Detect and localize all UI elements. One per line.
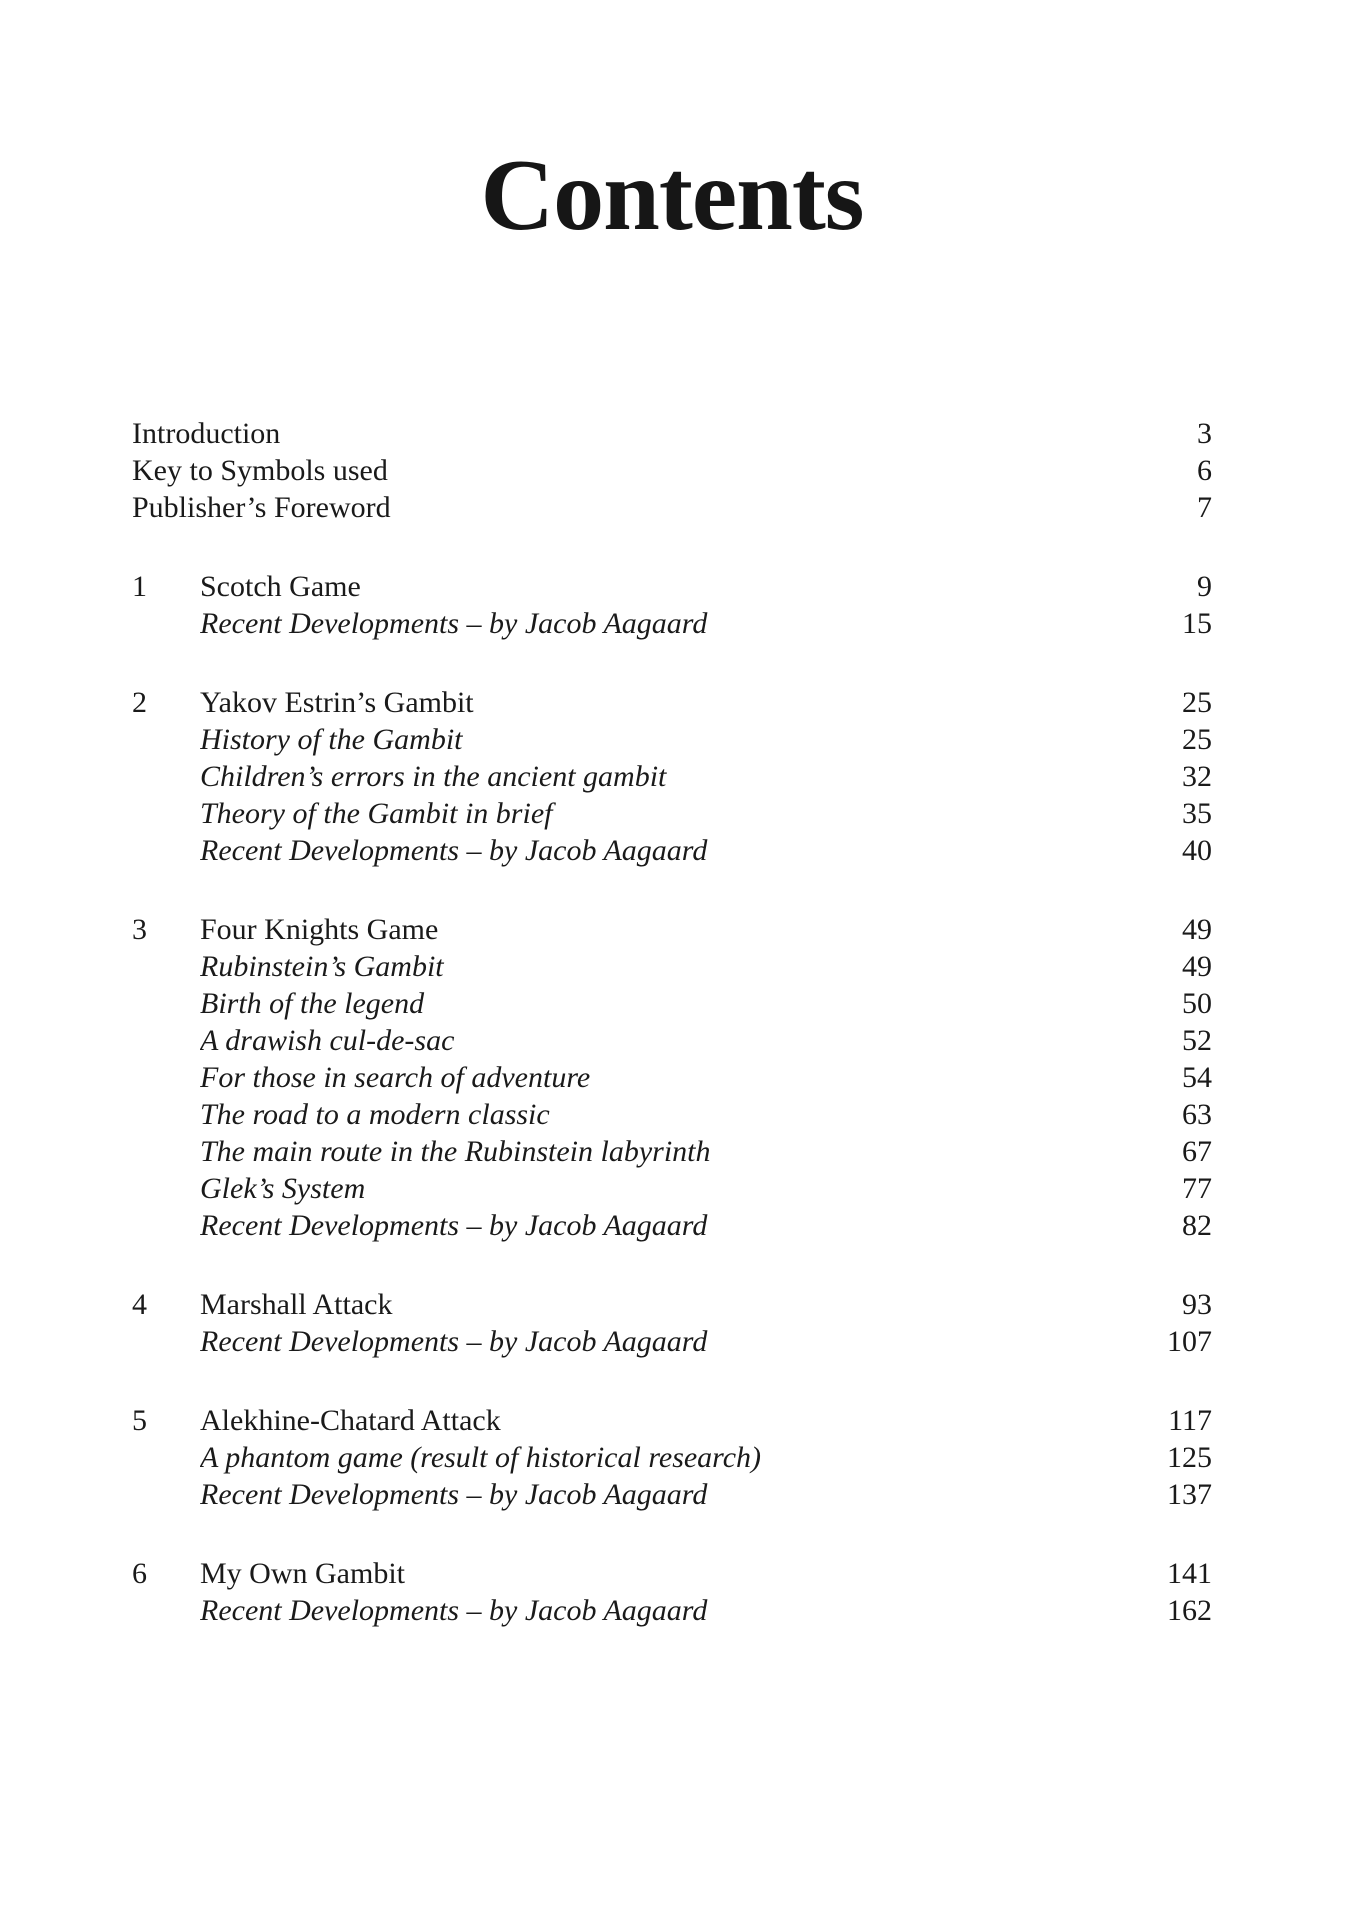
chapter-block: [132, 911, 1212, 1244]
entry-label: Glek’s System: [200, 1172, 366, 1205]
section-entry: [132, 795, 1212, 832]
entry-label: A drawish cul-de-sac: [200, 1024, 455, 1057]
entry-label: Birth of the legend: [200, 987, 425, 1020]
entry-page-number: 7: [1197, 491, 1212, 524]
entry-label: Yakov Estrin’s Gambit: [200, 686, 474, 719]
chapter-number: 4: [132, 1288, 147, 1321]
entry-page-number: 50: [1182, 987, 1212, 1020]
chapter-block: [132, 1402, 1212, 1513]
entry-label: History of the Gambit: [200, 723, 463, 756]
entry-label: For those in search of adventure: [200, 1061, 591, 1094]
chapter-entry: [132, 568, 1212, 605]
section-entry: [132, 832, 1212, 869]
entry-label: The main route in the Rubinstein labyrinth: [200, 1135, 711, 1168]
chapter-number: 6: [132, 1557, 147, 1590]
chapter-block: [132, 1555, 1212, 1629]
entry-label: Theory of the Gambit in brief: [200, 797, 553, 830]
entry-label: Recent Developments – by Jacob Aagaard: [200, 1594, 708, 1627]
entry-label: The road to a modern classic: [200, 1098, 550, 1131]
entry-page-number: 25: [1182, 686, 1212, 719]
entry-page-number: 9: [1197, 570, 1212, 603]
section-entry: [132, 605, 1212, 642]
entry-page-number: 49: [1182, 950, 1212, 983]
page-title: Contents: [480, 139, 864, 252]
section-entry: [132, 1170, 1212, 1207]
chapter-block: [132, 1286, 1212, 1360]
chapter-number: 5: [132, 1404, 147, 1437]
entry-page-number: 32: [1182, 760, 1212, 793]
chapter-entry: [132, 1286, 1212, 1323]
table-of-contents: [132, 415, 1212, 1629]
entry-page-number: 3: [1197, 417, 1212, 450]
entry-page-number: 25: [1182, 723, 1212, 756]
section-entry: [132, 1476, 1212, 1513]
entry-page-number: 117: [1168, 1404, 1212, 1437]
section-entry: [132, 1323, 1212, 1360]
chapter-block: [132, 568, 1212, 642]
entry-page-number: 15: [1182, 607, 1212, 640]
chapter-number: 1: [132, 570, 147, 603]
entry-page-number: 125: [1167, 1441, 1212, 1474]
entry-label: Recent Developments – by Jacob Aagaard: [200, 607, 708, 640]
chapter-number: 3: [132, 913, 147, 946]
entry-label: Marshall Attack: [200, 1288, 393, 1321]
chapter-block: [132, 684, 1212, 869]
entry-page-number: 141: [1167, 1557, 1212, 1590]
section-entry: [132, 1133, 1212, 1170]
section-entry: [132, 1096, 1212, 1133]
entry-page-number: 52: [1182, 1024, 1212, 1057]
entry-label: Alekhine-Chatard Attack: [200, 1404, 501, 1437]
entry-label: Scotch Game: [200, 570, 361, 603]
entry-page-number: 67: [1182, 1135, 1212, 1168]
section-entry: [132, 1022, 1212, 1059]
front-matter-entry: [132, 489, 1212, 526]
entry-page-number: 35: [1182, 797, 1212, 830]
entry-page-number: 63: [1182, 1098, 1212, 1131]
section-entry: [132, 1439, 1212, 1476]
chapter-entry: [132, 911, 1212, 948]
section-entry: [132, 1207, 1212, 1244]
front-matter-entry: [132, 452, 1212, 489]
entry-label: Publisher’s Foreword: [132, 491, 391, 524]
entry-page-number: 93: [1182, 1288, 1212, 1321]
entry-page-number: 54: [1182, 1061, 1212, 1094]
entry-label: Recent Developments – by Jacob Aagaard: [200, 834, 708, 867]
section-entry: [132, 1059, 1212, 1096]
section-entry: [132, 1592, 1212, 1629]
chapter-entry: [132, 684, 1212, 721]
entry-label: Recent Developments – by Jacob Aagaard: [200, 1209, 708, 1242]
entry-label: Recent Developments – by Jacob Aagaard: [200, 1325, 708, 1358]
entry-label: Children’s errors in the ancient gambit: [200, 760, 667, 793]
front-matter-entry: [132, 415, 1212, 452]
entry-label: A phantom game (result of historical research): [200, 1441, 762, 1474]
entry-page-number: 162: [1167, 1594, 1212, 1627]
chapter-entry: [132, 1402, 1212, 1439]
entry-label: Key to Symbols used: [132, 454, 388, 487]
front-matter-list: [132, 415, 1212, 526]
entry-page-number: 40: [1182, 834, 1212, 867]
entry-label: Recent Developments – by Jacob Aagaard: [200, 1478, 708, 1511]
entry-page-number: 49: [1182, 913, 1212, 946]
section-entry: [132, 758, 1212, 795]
chapter-number: 2: [132, 686, 147, 719]
section-entry: [132, 985, 1212, 1022]
entry-page-number: 77: [1182, 1172, 1212, 1205]
section-entry: [132, 721, 1212, 758]
entry-page-number: 6: [1197, 454, 1212, 487]
entry-label: Four Knights Game: [200, 913, 439, 946]
section-entry: [132, 948, 1212, 985]
entry-label: Rubinstein’s Gambit: [200, 950, 444, 983]
entry-page-number: 82: [1182, 1209, 1212, 1242]
entry-page-number: 107: [1167, 1325, 1212, 1358]
chapter-entry: [132, 1555, 1212, 1592]
chapter-list: [132, 568, 1212, 1629]
entry-label: My Own Gambit: [200, 1557, 405, 1590]
entry-label: Introduction: [132, 417, 281, 450]
entry-page-number: 137: [1167, 1478, 1212, 1511]
